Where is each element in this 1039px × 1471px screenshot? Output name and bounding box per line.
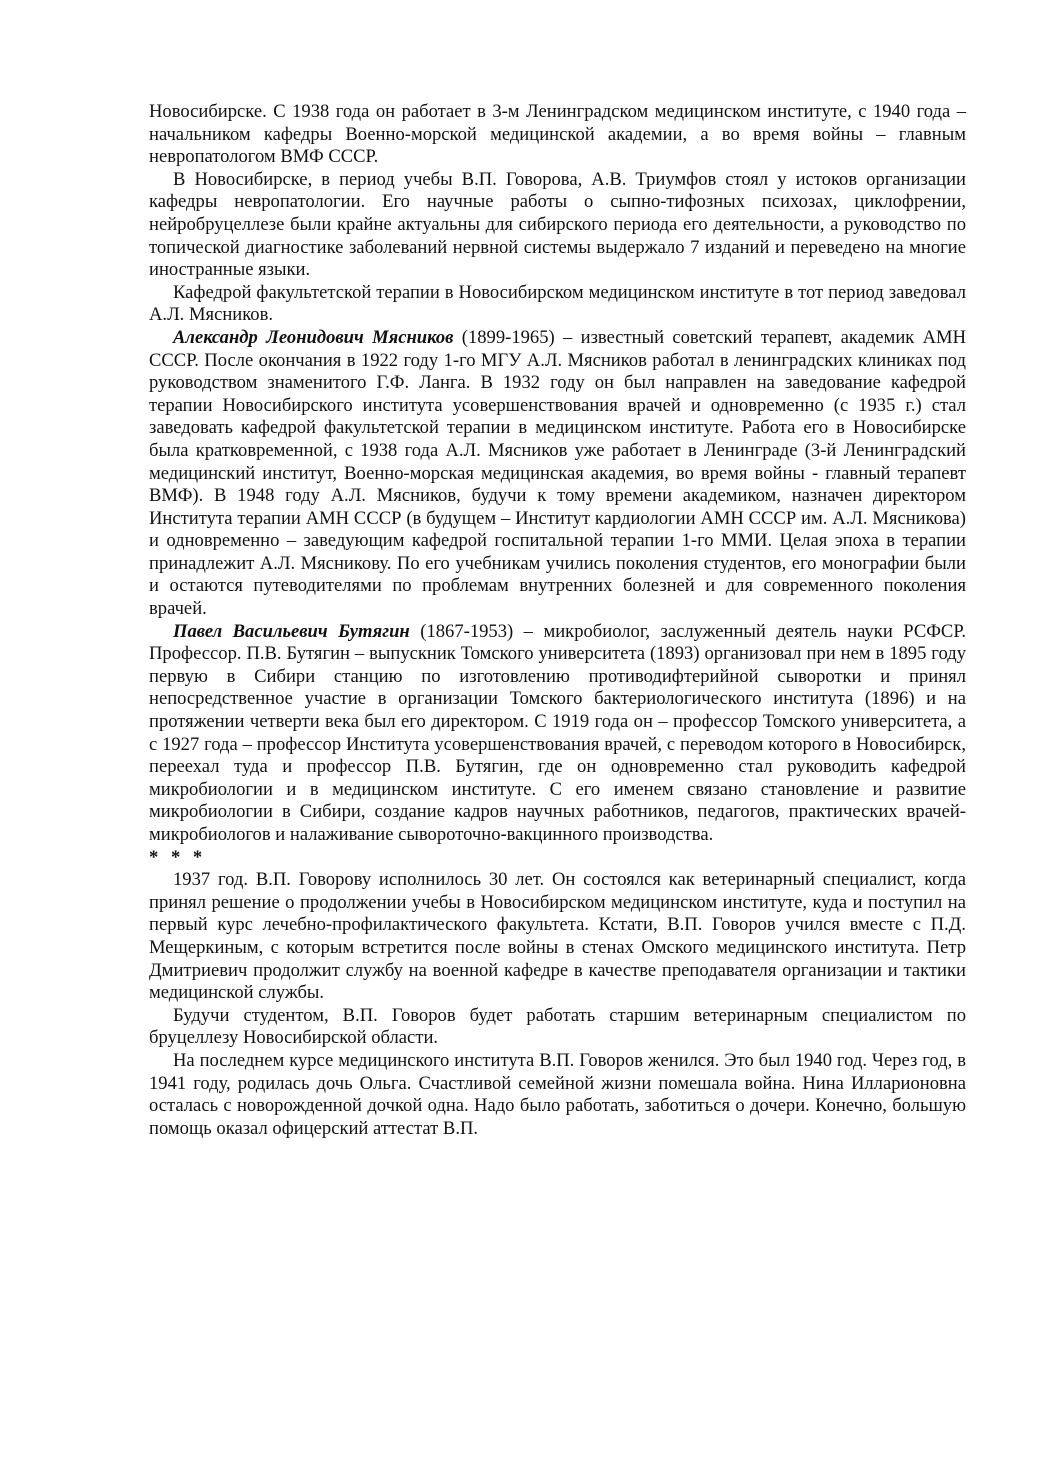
paragraph-marriage: На последнем курсе медицинского института В.П. Говоров женился. Это был 1940 год. Через год, в 1941 году, родилась дочь Ольга. Счастливой семейной жизни помешала война. Нина Илларионовна осталась с новорожденной дочкой одна. Надо было работать, заботиться о дочери. Конечно, большую помощь оказал офицерский аттестат В.П. — [149, 1049, 966, 1139]
paragraph-continuation: Новосибирске. С 1938 года он работает в 3-м Ленинградском медицинском институте, с 1940 года – начальником кафедры Военно-морской медицинской академии, а во время войны – главным невропатологом ВМФ СССР. — [149, 101, 966, 168]
paragraph-myasnikov — [149, 327, 966, 621]
paragraph-butyagin — [149, 621, 966, 847]
paragraph-triumfov: В Новосибирске, в период учебы В.П. Говорова, А.В. Триумфов стоял у истоков организации кафедры невропатологии. Его научные работы о сыпно-тифозных психозах, циклофрении, нейробруцеллезе были крайне актуальны для сибирского периода его деятельности, а руководство по топической диагностике заболеваний нервной системы выдержало 7 изданий и переведено на многие иностранные языки. — [149, 168, 966, 281]
paragraph-myasnikov-text: (1899-1965) – известный советский терапевт, академик АМН СССР. После окончания в 1922 году 1-го МГУ А.Л. Мясников работал в ленинградских клиниках под руководством знаменитого Г.Ф. Ланга. В 1932 году он был направлен на заведование кафедрой терапии Новосибирского института усовершенствования врачей и одновременно (с 1935 г.) стал заведовать кафедрой факультетской терапии в медицинском институте. Работа его в Новосибирске была кратковременной, с 1938 года А.Л. Мясников уже работает в Ленинграде (3-й Ленинградский медицинский институт, Военно-морская медицинская академия, во время войны - главный терапевт ВМФ). В 1948 году А.Л. Мясников, будучи к тому времени академиком, назначен директором Института терапии АМН СССР (в будущем – Институт кардиологии АМН СССР им. А.Л. Мясникова) и одновременно – заведующим кафедрой госпитальной терапии 1-го ММИ. Целая эпоха в терапии принадлежит А.Л. Мясникову. По его учебникам учились поколения студентов, его монографии были и остаются путеводителями по проблемам внутренних болезней и для современного поколения врачей. — [149, 326, 967, 620]
person-name-myasnikov: Александр Леонидович Мясников — [173, 326, 454, 348]
paragraph-student: Будучи студентом, В.П. Говоров будет работать старшим ветеринарным специалистом по бруцеллезу Новосибирской области. — [149, 1004, 966, 1049]
paragraph-faculty-therapy: Кафедрой факультетской терапии в Новосибирском медицинском институте в тот период заведовал А.Л. Мясников. — [149, 281, 966, 326]
paragraph-butyagin-text: (1867-1953) – микробиолог, заслуженный деятель науки РСФСР. Профессор. П.В. Бутягин – выпускник Томского университета (1893) организовал при нем в 1895 году первую в Сибири станцию по изготовлению противодифтерийной сыворотки и принял непосредственное участие в организации Томского бактериологического института (1896) и на протяжении четверти века был его директором. С 1919 года он – профессор Томского университета, а с 1927 года – профессор Института усовершенствования врачей, с переводом которого в Новосибирск, переехал туда и профессор П.В. Бутягин, где он одновременно стал руководить кафедрой микробиологии и в медицинском институте. С его именем связано становление и развитие микробиологии в Сибири, создание кадров научных работников, педагогов, практических врачей-микробиологов и налаживание сывороточно-вакцинного производства. — [149, 620, 966, 845]
section-divider: * * * — [149, 846, 207, 868]
person-name-butyagin: Павел Васильевич Бутягин — [173, 620, 410, 642]
document-page — [149, 101, 966, 1140]
paragraph-1937: 1937 год. В.П. Говорову исполнилось 30 лет. Он состоялся как ветеринарный специалист, когда принял решение о продолжении учебы в Новосибирском медицинском институте, куда и поступил на первый курс лечебно-профилактического факультета. Кстати, В.П. Говоров учился вместе с П.Д. Мещеркиным, с которым встретится после войны в стенах Омского медицинского института. Петр Дмитриевич продолжит службу на военной кафедре в качестве преподавателя организации и тактики медицинской службы. — [149, 869, 966, 1004]
